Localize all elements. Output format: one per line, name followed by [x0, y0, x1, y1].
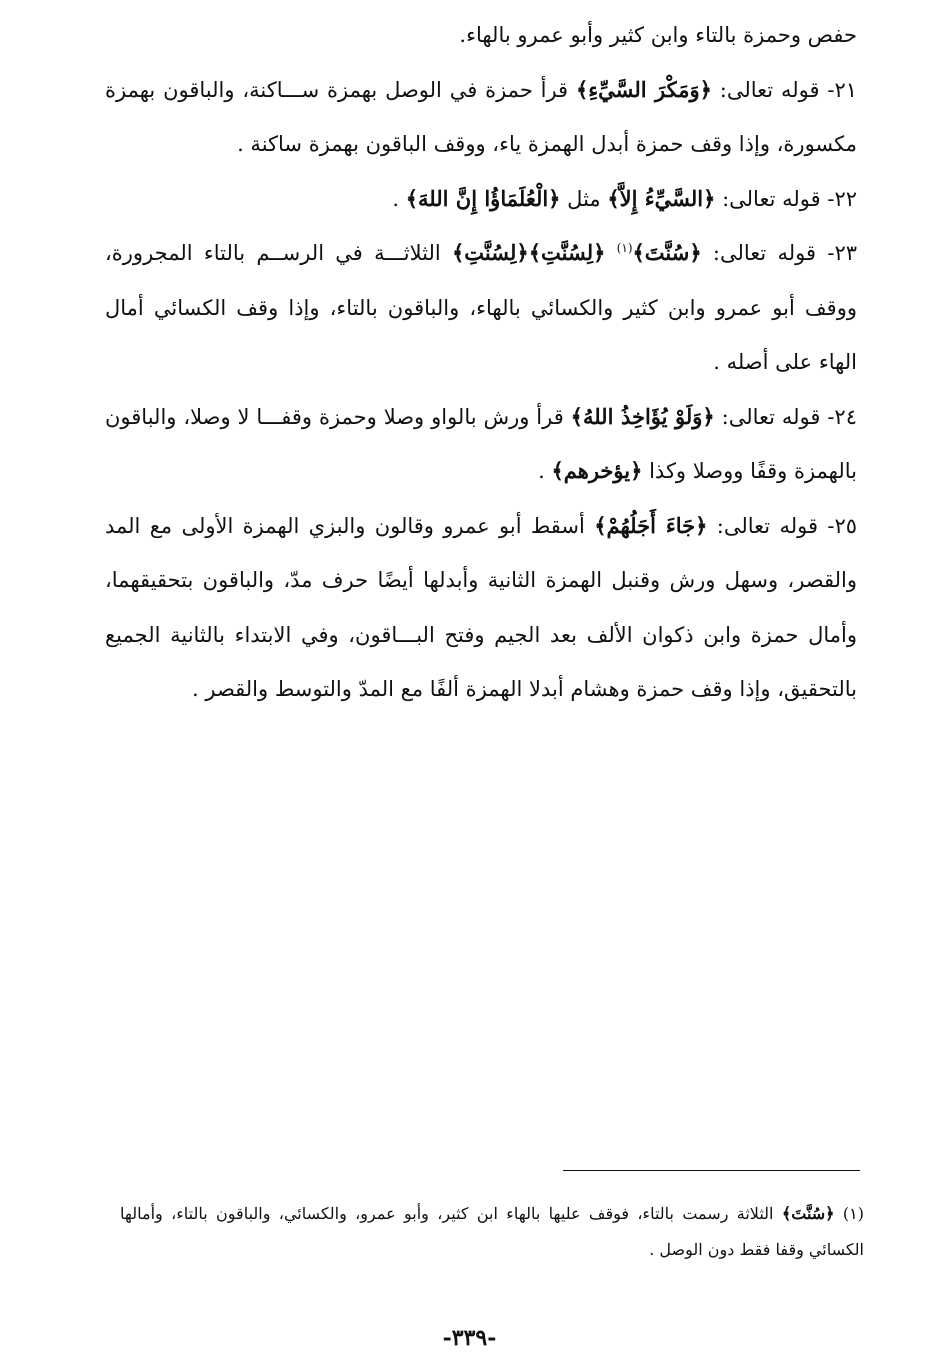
- paragraph: [105, 172, 857, 227]
- text-run: [605, 241, 616, 265]
- paragraph: [105, 8, 857, 63]
- text-run: ٢٣- قوله تعالى:: [701, 241, 857, 265]
- quran-verse: ﴿سُنَّتَ﴾: [781, 1204, 835, 1223]
- text-run: ٢٤- قوله تعالى:: [714, 404, 857, 429]
- main-text: [105, 8, 857, 717]
- text-run: ٢٥- قوله تعالى:: [707, 513, 857, 538]
- footnote: [120, 1196, 864, 1268]
- quran-verse: ﴿سُنَّتَ﴾: [632, 240, 702, 265]
- text-run: الثلاثة رسمت بالتاء، فوقف عليها بالهاء ابن كثير، وأبو عمرو، والكسائي، والباقون بالتاء، وأمالها الكسائي وقفا فقط دون الوصل .: [120, 1204, 864, 1259]
- text-run: .: [392, 186, 406, 211]
- paragraph: [105, 499, 857, 717]
- quran-verse: ﴿وَلَوْ يُؤَاخِذُ اللهُ﴾: [570, 403, 715, 429]
- paragraph: [105, 226, 857, 390]
- quran-verse: ﴿الْعُلَمَاؤُا إِنَّ اللهَ﴾: [405, 185, 561, 211]
- paragraph: [105, 63, 857, 172]
- text-run: مثل: [560, 186, 608, 211]
- text-run: أسقط أبو عمرو وقالون والبزي الهمزة الأولى مع المد والقصر، وسهل ورش وقنبل الهمزة الثانية وأبدلها أيضًا حرف مدّ، والباقون بتحقيقهما، وأمال حمزة وابن ذكوان الألف بعد الجيم وفتح البـــاقون، وفي الابتداء بالثانية الجميع بالتحقيق، وإذا وقف حمزة وهشام أبدلا الهمزة ألفًا مع المدّ والتوسط والقصر .: [105, 513, 857, 701]
- text-run: قرأ ورش بالواو وصلا وحمزة وقفـــا لا وصلا، والباقون بالهمزة وقفًا ووصلا وكذا: [105, 404, 857, 483]
- text-run: (١): [834, 1204, 865, 1223]
- footnote-marker: (١): [616, 241, 633, 255]
- text-run: حفص وحمزة بالتاء وابن كثير وأبو عمرو بالهاء.: [459, 23, 857, 47]
- text-run: ٢١- قوله تعالى:: [711, 77, 857, 102]
- quran-verse: ﴿السَّيِّءُ إِلاَّ﴾: [607, 185, 716, 211]
- quran-verse: ﴿لِسُنَّتِ﴾﴿لِسُنَّتِ﴾: [452, 240, 606, 265]
- text-run: قرأ حمزة في الوصل بهمزة ســـاكنة، والباقون بهمزة مكسورة، وإذا وقف حمزة أبدل الهمزة ياء، ووقف الباقون بهمزة ساكنة .: [105, 77, 857, 156]
- paragraph: [105, 390, 857, 499]
- footnote-divider: [563, 1170, 860, 1171]
- text-run: .: [538, 459, 552, 483]
- text-run: ٢٢- قوله تعالى:: [715, 186, 857, 211]
- page-number: -٣٣٩-: [442, 1325, 497, 1351]
- quran-verse: ﴿يؤخرهم﴾: [551, 458, 643, 483]
- text-run: الثلاثـــة في الرســم بالتاء المجرورة، ووقف أبو عمرو وابن كثير والكسائي بالهاء، والباقون بالتاء، وإذا وقف الكسائي أمال الهاء على أصله .: [105, 241, 857, 374]
- quran-verse: ﴿جَاءَ أَجَلُهُمْ﴾: [594, 512, 708, 538]
- quran-verse: ﴿وَمَكْرَ السَّيِّءِ﴾: [575, 76, 712, 102]
